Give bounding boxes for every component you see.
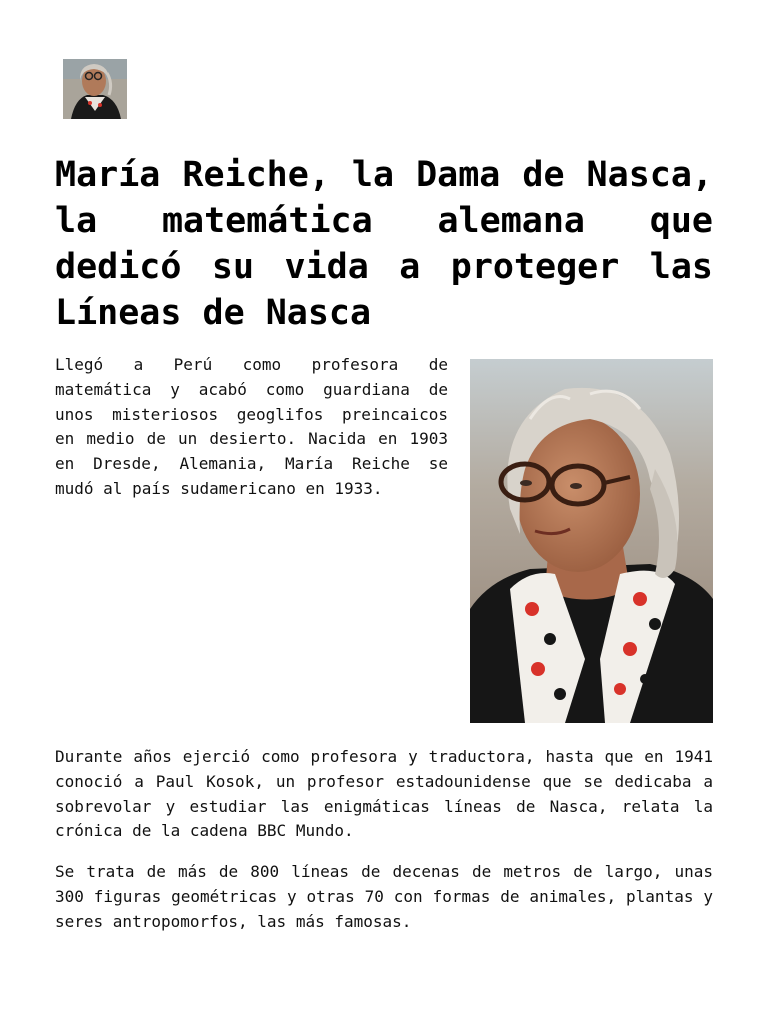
article-title: María Reiche, la Dama de Nasca, la matemática alemana que dedicó su vida a proteger las Líneas de Nasca xyxy=(55,155,713,333)
thumbnail-photo xyxy=(63,59,127,119)
body-paragraph: Se trata de más de 800 líneas de decenas de metros de largo, unas 300 figuras geométricas y otras 70 con formas de animales, plantas y seres antropomorfos, las más famosas. xyxy=(55,862,713,931)
body-paragraph: Durante años ejerció como profesora y traductora, hasta que en 1941 conoció a Paul Kosok, un profesor estadounidense que se dedicaba a sobrevolar y estudiar las enigmáticas líneas de Nasca, relata la crónica de la cadena BBC Mundo. xyxy=(55,747,713,841)
portrait-photo xyxy=(470,359,713,723)
thumbnail-portrait-image xyxy=(63,59,127,119)
portrait-image xyxy=(470,359,713,723)
intro-paragraph: Llegó a Perú como profesora de matemática y acabó como guardiana de unos misteriosos geoglifos preincaicos en medio de un desierto. Nacida en 1903 en Dresde, Alemania, María Reiche se mudó al país sudamericano en 1933. xyxy=(55,355,448,498)
